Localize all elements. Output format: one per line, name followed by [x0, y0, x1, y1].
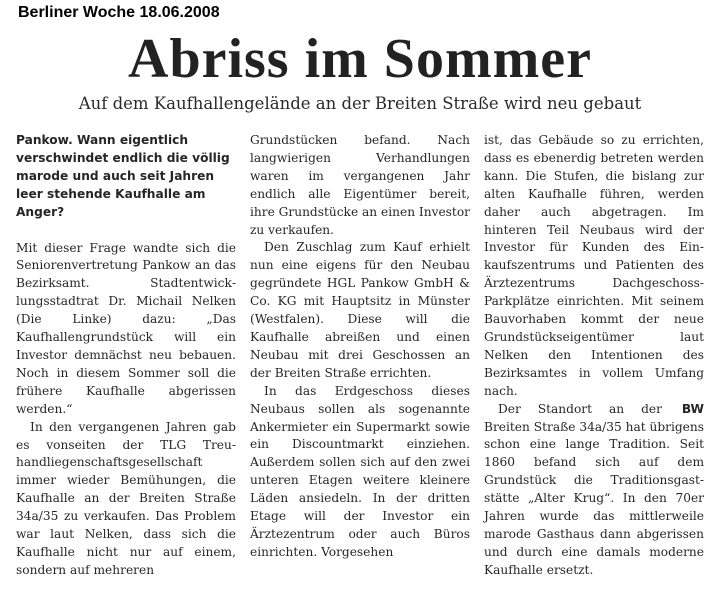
article-column-3	[484, 132, 704, 580]
paragraph: Grundstücken befand. Nach langwierigen Verhandlungen waren im vergangenen Jahr endlich alle Eigentümer bereit, ihre Grundstücke an einen Investor zu verkaufen.	[250, 133, 470, 237]
paragraph: ist, das Gebäude so zu errichten, dass es ebenerdig betreten werden kann. Die Stufen, die bislang zur alten Kaufhalle führen, werden daher auch abgetragen. Im hinteren Teil Neubaus wird der Investor für Kunden des Einkaufszentrums und Patienten des Ärztezentrums Dachgeschoss-Parkplätze einrichten. Mit seinem Bauvorhaben kommt der neue Grundstückseigentümer laut Nelken den Intentionen des Bezirksamtes in vollem Umfang nach.	[484, 133, 704, 398]
newspaper-source-date: Berliner Woche 18.06.2008	[18, 4, 220, 21]
article-column-1	[16, 132, 236, 580]
paragraph: Den Zuschlag zum Kauf erhielt nun eine eigens für den Neubau gegründete HGL Pankow GmbH & Co. KG mit Hauptsitz in Münster (Westfalen). Diese will die Kaufhalle abreißen und einen Neubau mit drei Geschossen an der Breiten Straße errichten.	[250, 240, 470, 380]
article-subheadline: Auf dem Kaufhallengelände an der Breiten Straße wird neu gebaut	[78, 94, 642, 113]
paragraph-text: Der Standort an der Breiten Straße 34a/35 hat übrigens schon eine lange Tradition. Seit 1860 befand sich auf dem Grundstück die Traditionsgaststätte „Alter Krug“. In den 70er Jahren wurde das mittlerweile marode Gasthaus dann abgerissen und durch eine damals moderne Kaufhalle ersetzt.	[484, 401, 704, 577]
article-column-2	[250, 132, 470, 562]
paragraph: In den vergangenen Jahren gab es vonseiten der TLG Treuhandliegenschaftsgesellschaft immer wieder Bemühungen, die Kaufhalle an der Breiten Straße 34a/35 zu verkaufen. Das Problem war laut Nelken, dass sich die Kaufhalle nicht nur auf einem, sondern auf mehreren	[16, 419, 236, 577]
article-headline: Abriss im Sommer	[128, 28, 592, 90]
paragraph	[484, 401, 704, 580]
paragraph: Mit dieser Frage wandte sich die Seniorenvertretung Pankow an das Bezirksamt. Stadtentwicklungsstadtrat Dr. Michail Nelken (Die Linke) dazu: „Das Kaufhallengrundstück will ein Investor demnächst neu bebauen. Noch in diesem Sommer soll die frühere Kaufhalle abgerissen werden.“	[16, 240, 236, 416]
paragraph: In das Erdgeschoss dieses Neubaus sollen als sogenannte Ankermieter ein Supermarkt sowie ein Discountmarkt einziehen. Außerdem sollen sich auf den zwei unteren Etagen weitere kleinere Läden ansiedeln. In der dritten Etage will der Investor ein Ärztezentrum oder auch Büros einrichten. Vorgesehen	[250, 383, 470, 559]
article-lead: Pankow. Wann eigentlich verschwindet endlich die völlig marode und auch seit Jahren leer stehende Kaufhalle am Anger?	[16, 133, 230, 219]
author-signature: BW	[681, 401, 704, 416]
